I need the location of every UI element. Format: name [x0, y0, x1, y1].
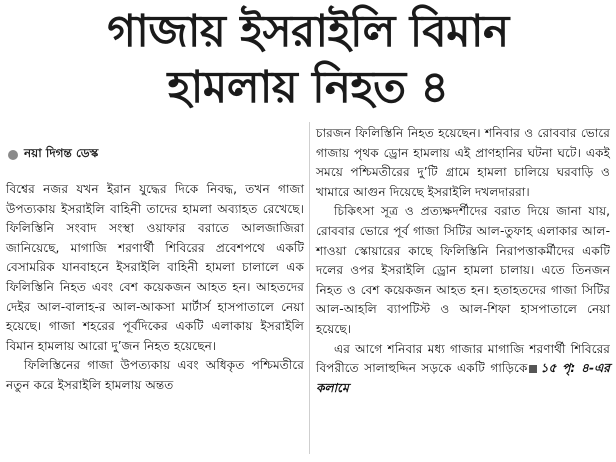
headline-line-2: হামলায় নিহত ৪: [167, 62, 449, 113]
byline: [8, 145, 98, 165]
right-paragraph-3-text: এর আগে শনিবার মধ্য গাজার মাগাজি শরণার্থী শিবিরের বিপরীতে সালাহুদ্দিন সড়কে একটি গাড়িকে: [316, 341, 610, 376]
left-paragraph-1: বিশ্বের নজর যখন ইরান যুদ্ধের দিকে নিবদ্ধ, তখন গাজা উপত্যকায় ইসরাইলি বাহিনী তাদের হামলা অব্যাহত রেখেছে। ফিলিস্তিনি সংবাদ সংস্থা ওয়াফার বরাতে আলজাজিরা জানিয়েছে, মাগাজি শরণার্থী শিবিরের প্রবেশপথে একটি বেসামরিক যানবাহনে ইসরাইলি বাহিনী হামলা চালালে এক ফিলিস্তিনি নিহত এবং বেশ কয়েকজন আহত হন। আহতদের দেইর আল-বালাহ-র আল-আকসা মার্টার্স হাসপাতালে নেয়া হয়েছে। গাজা শহরের পূর্বদিকের একটি এলাকায় ইসরাইলি বিমান হামলায় আরো দু’জন নিহত হয়েছেন।: [6, 182, 304, 353]
bullet-dot-icon: [8, 150, 18, 160]
column-divider: [309, 122, 310, 454]
left-column: [6, 180, 304, 396]
headline-line-1: গাজায় ইসরাইলি বিমান: [107, 6, 509, 57]
right-paragraph-1: চারজন ফিলিস্তিনি নিহত হয়েছেন। শনিবার ও রোববার ভোরে গাজায় পৃথক ড্রোন হামলায় এই প্রাণহানির ঘটনা ঘটে। একই সময়ে পশ্চিমতীরের দু’টি গ্রামে হামলা চালিয়ে ঘরবাড়ি ও খামারে আগুন দিয়েছে ইসরাইলি দখলদাররা।: [316, 126, 610, 199]
headline: [0, 6, 616, 122]
square-bullet-icon: [529, 365, 537, 373]
right-paragraph-3: [316, 340, 610, 399]
right-paragraph-2: চিকিৎসা সূত্র ও প্রত্যক্ষদর্শীদের বরাত দিয়ে জানা যায়, রোববার ভোরে পূর্ব গাজা সিটির আল-তুফাহ এলাকার আল-শাওয়া স্কোয়ারের কাছে ফিলিস্তিনি নিরাপত্তাকর্মীদের একটি দলের ওপর ইসরাইলি ড্রোন হামলা চালায়। এতে তিনজন নিহত ও বেশ কয়েকজন আহত হন। হতাহতদের গাজা সিটির আল-আহলি ব্যাপটিস্ট ও আল-শিফা হাসপাতালে নেয়া হয়েছে।: [316, 204, 610, 336]
byline-text: নয়া দিগন্ত ডেস্ক: [24, 146, 99, 160]
left-paragraph-2: ফিলিস্তিনের গাজা উপত্যকায় এবং অধিকৃত পশ্চিমতীরে নতুন করে ইসরাইলি হামলায় অন্তত: [6, 358, 304, 392]
right-column: [316, 124, 610, 398]
jump-text: ১৫ পৃ: ৪-এর কলামে: [316, 361, 610, 395]
